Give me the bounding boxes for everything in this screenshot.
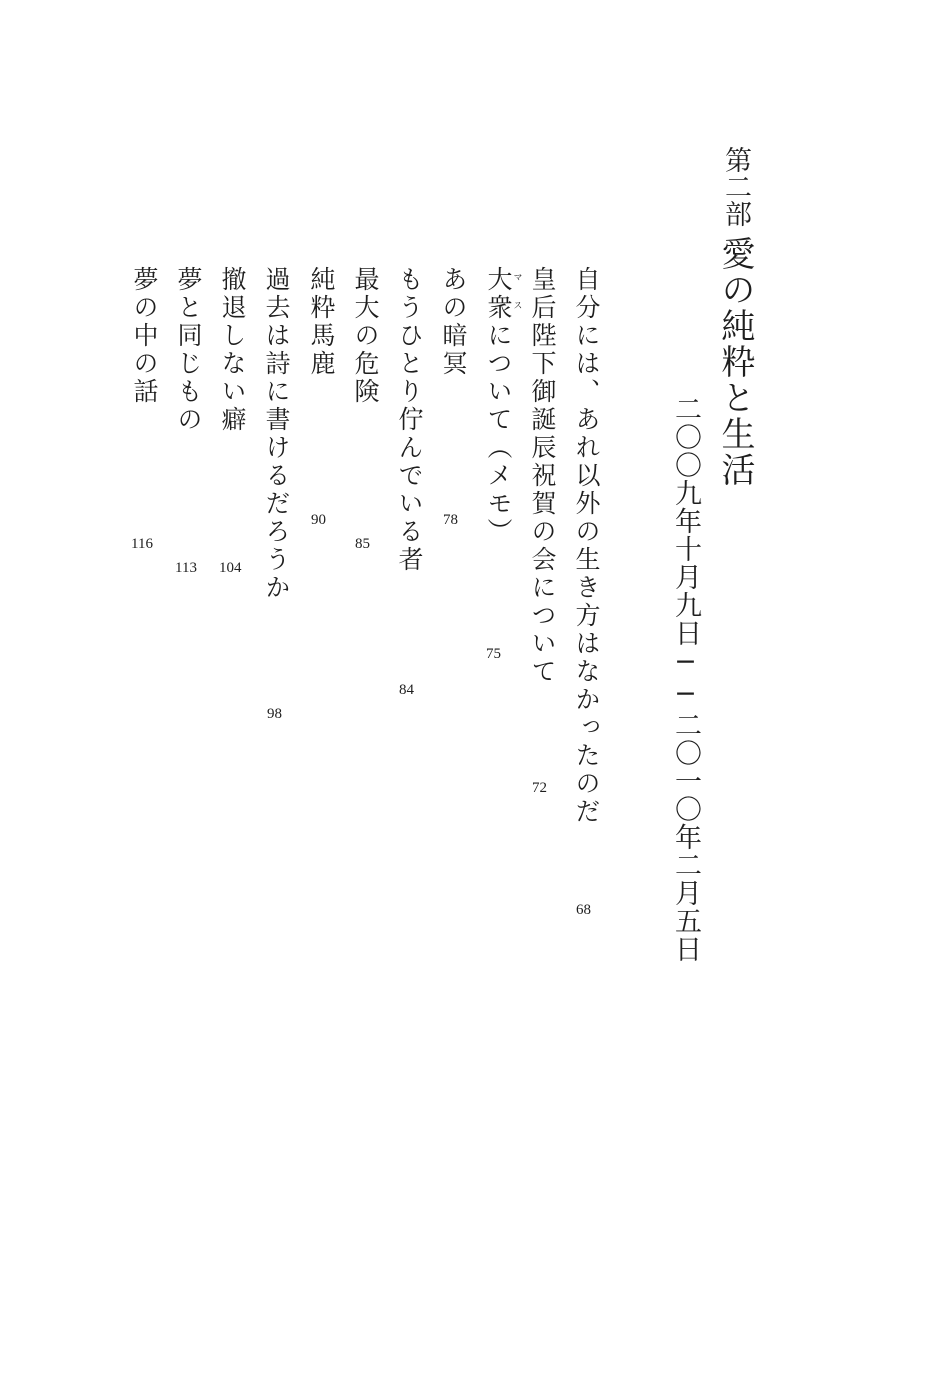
part-label: 第二部 xyxy=(720,146,751,227)
part-title: 愛の純粋と生活 xyxy=(715,236,755,488)
toc-entry-title[interactable]: 夢と同じもの xyxy=(174,266,203,434)
toc-entry-title[interactable]: 最大の危険 xyxy=(351,266,380,406)
toc-entry-title[interactable]: 純粋馬鹿 xyxy=(307,266,336,378)
ruby-word: 大衆マス xyxy=(484,266,522,322)
toc-entry-page: 75 xyxy=(486,646,501,662)
toc-entry-page: 113 xyxy=(175,560,197,576)
toc-entry-page: 98 xyxy=(267,706,282,722)
toc-entry-page: 85 xyxy=(355,536,370,552)
ruby-reading: マス xyxy=(511,266,522,322)
toc-entry-title[interactable]: 大衆マスについて（メモ） xyxy=(484,266,522,546)
toc-entry-page: 90 xyxy=(311,512,326,528)
toc-entry-title[interactable]: もうひとり佇んでいる者 xyxy=(395,266,424,574)
toc-entry-title[interactable]: 撤退しない癖 xyxy=(218,266,247,434)
toc-entry-page: 68 xyxy=(576,902,591,918)
toc-entry-page: 104 xyxy=(219,560,242,576)
part-date-range: 二〇〇九年十月九日──二〇一〇年二月五日 xyxy=(670,395,701,963)
toc-entry-title[interactable]: あの暗冥 xyxy=(439,266,468,378)
toc-entry-page: 78 xyxy=(443,512,458,528)
toc-entry-title[interactable]: 自分には、あれ以外の生き方はなかったのだ xyxy=(572,266,601,826)
toc-entry-page: 116 xyxy=(131,536,153,552)
toc-entry-page: 72 xyxy=(532,780,547,796)
toc-entry-title[interactable]: 皇后陛下御誕辰祝賀の会について xyxy=(528,266,557,686)
toc-entry-page: 84 xyxy=(399,682,414,698)
toc-entry-title[interactable]: 夢の中の話 xyxy=(130,266,159,406)
toc-entry-title[interactable]: 過去は詩に書けるだろうか xyxy=(262,266,291,602)
